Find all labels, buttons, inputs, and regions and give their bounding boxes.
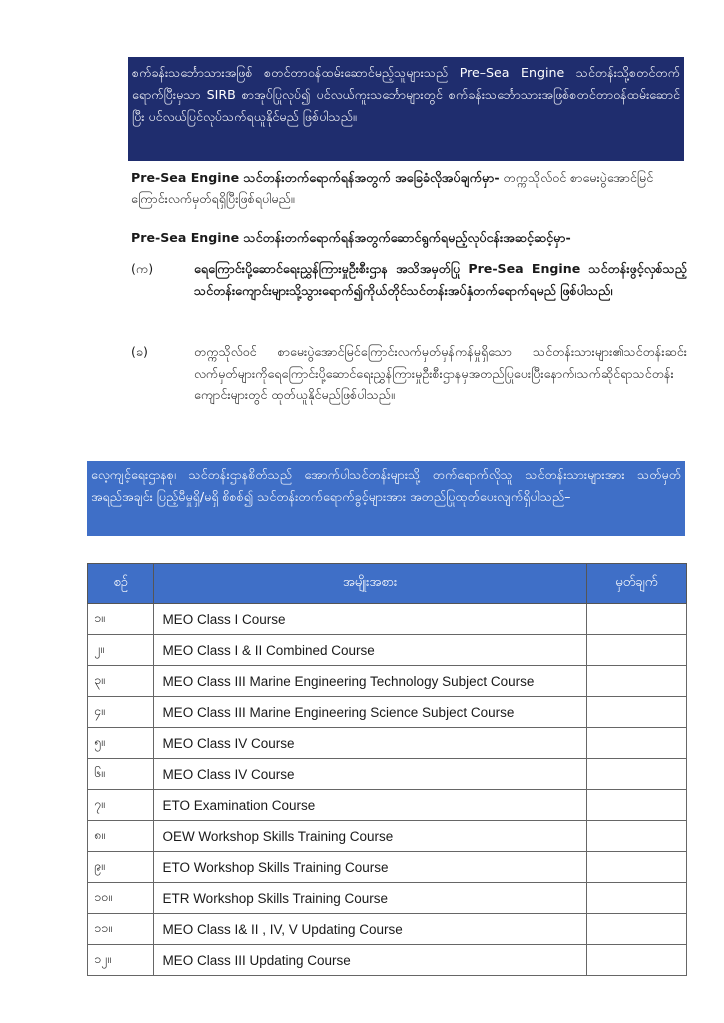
requirement-heading: Pre-Sea Engine သင်တန်းတက်ရောက်ရန်အတွက် အခြေခံလိုအပ်ချက်မှာ- (131, 170, 500, 185)
table-row (88, 821, 687, 852)
course-name: ETO Workshop Skills Training Course (154, 852, 586, 883)
row-number: ၂။ (88, 635, 154, 666)
table-row (88, 945, 687, 976)
row-remark (586, 697, 686, 728)
table-row (88, 728, 687, 759)
row-remark (586, 790, 686, 821)
table-row (88, 883, 687, 914)
course-name: MEO Class III Marine Engineering Technology Subject Course (154, 666, 586, 697)
table-row (88, 635, 687, 666)
row-number: ၃။ (88, 666, 154, 697)
table-header-row (88, 564, 687, 604)
row-remark (586, 945, 686, 976)
row-number: ၆။ (88, 759, 154, 790)
courses-intro-box: လေ့ကျင့်ရေးဌာနစု၊ သင်တန်းဌာနစိတ်သည် အောက်ပါသင်တန်းများသို့ တက်ရောက်လိုသူ သင်တန်းသားများအား သတ်မှတ်အရည်အချင်း ပြည့်မီမှုရှိ/မရှိ စိစစ်၍ သင်တန်းတက်ရောက်ခွင့်များအား အတည်ပြုထုတ်ပေးလျက်ရှိပါသည်– (87, 461, 685, 536)
course-name: MEO Class I Course (154, 604, 586, 635)
requirement-paragraph (131, 167, 687, 209)
course-name: MEO Class I& II , IV, V Updating Course (154, 914, 586, 945)
course-name: MEO Class IV Course (154, 759, 586, 790)
table-row (88, 852, 687, 883)
table-row (88, 604, 687, 635)
course-name: ETO Examination Course (154, 790, 586, 821)
row-number: ၁၀။ (88, 883, 154, 914)
row-number: ၅။ (88, 728, 154, 759)
row-number: ၁၁။ (88, 914, 154, 945)
table-row (88, 697, 687, 728)
step-marker: (ခ) (131, 344, 148, 359)
row-remark (586, 728, 686, 759)
row-number: ၁။ (88, 604, 154, 635)
course-name: MEO Class I & II Combined Course (154, 635, 586, 666)
row-remark (586, 666, 686, 697)
row-number: ၇။ (88, 790, 154, 821)
header-type: အမျိုးအစား (154, 564, 586, 604)
requirement-text: တက္ကသိုလ်ဝင် စာမေးပွဲအောင်မြင်ကြောင်းလက်မှတ်ရရှိပြီးဖြစ်ရပါမည်။ (131, 170, 654, 206)
course-name: ETR Workshop Skills Training Course (154, 883, 586, 914)
row-number: ၈။ (88, 821, 154, 852)
course-name: MEO Class IV Course (154, 728, 586, 759)
step-text: တက္ကသိုလ်ဝင် စာမေးပွဲအောင်မြင်ကြောင်းလက်မှတ်မှန်ကန်မှုရှိသော သင်တန်းသားများ၏သင်တန်းဆင်းလက်မှတ်များကိုရေကြောင်းပို့ဆောင်ရေးညွှန်ကြားမှုဦးစီးဌာနမှအတည်ပြုပေးပြီးနောက်၊သက်ဆိုင်ရာသင်တန်းကျောင်းများတွင် ထုတ်ယူနိုင်မည်ဖြစ်ပါသည်။ (194, 344, 687, 402)
table-body (88, 604, 687, 976)
row-remark (586, 821, 686, 852)
table-row (88, 666, 687, 697)
row-number: ၉။ (88, 852, 154, 883)
procedure-heading: Pre-Sea Engine သင်တန်းတက်ရောက်ရန်အတွက်ဆောင်ရွက်ရမည့်လုပ်ငန်းအဆင့်ဆင့်မှာ- (131, 230, 571, 245)
row-remark (586, 852, 686, 883)
table-row (88, 759, 687, 790)
header-number: စဉ် (88, 564, 154, 604)
row-remark (586, 604, 686, 635)
row-remark (586, 883, 686, 914)
row-number: ၁၂။ (88, 945, 154, 976)
step-marker: (က) (131, 261, 154, 276)
course-name: OEW Workshop Skills Training Course (154, 821, 586, 852)
table-row (88, 914, 687, 945)
course-table (87, 563, 687, 976)
header-remark: မှတ်ချက် (586, 564, 686, 604)
intro-highlight-box: စက်ခန်းသင်္ဘောသားအဖြစ် စတင်တာဝန်ထမ်းဆောင်မည့်သူများသည် Pre–Sea Engine သင်တန်းသို့စတင်တက်ရောက်ပြီးမှသာ SIRB စာအုပ်ပြုလုပ်၍ ပင်လယ်ကူးသင်္ဘောများတွင် စက်ခန်းသင်္ဘောသားအဖြစ်စတင်တာဝန်ထမ်းဆောင်ပြီး ပင်လယ်ပြင်လုပ်သက်ရယူနိုင်မည် ဖြစ်ပါသည်။ (128, 57, 684, 161)
row-remark (586, 635, 686, 666)
course-name: MEO Class III Updating Course (154, 945, 586, 976)
row-remark (586, 759, 686, 790)
row-number: ၄။ (88, 697, 154, 728)
course-name: MEO Class III Marine Engineering Science Subject Course (154, 697, 586, 728)
row-remark (586, 914, 686, 945)
table-row (88, 790, 687, 821)
step-text: ရေကြောင်းပို့ဆောင်ရေးညွှန်ကြားမှုဦးစီးဌာန အသိအမှတ်ပြု Pre-Sea Engine သင်တန်းဖွင့်လှစ်သည့်သင်တန်းကျောင်းများသို့သွားရောက်၍ကိုယ်တိုင်သင်တန်းအပ်နှံတက်ရောက်ရမည် ဖြစ်ပါသည်၊ (194, 261, 687, 298)
